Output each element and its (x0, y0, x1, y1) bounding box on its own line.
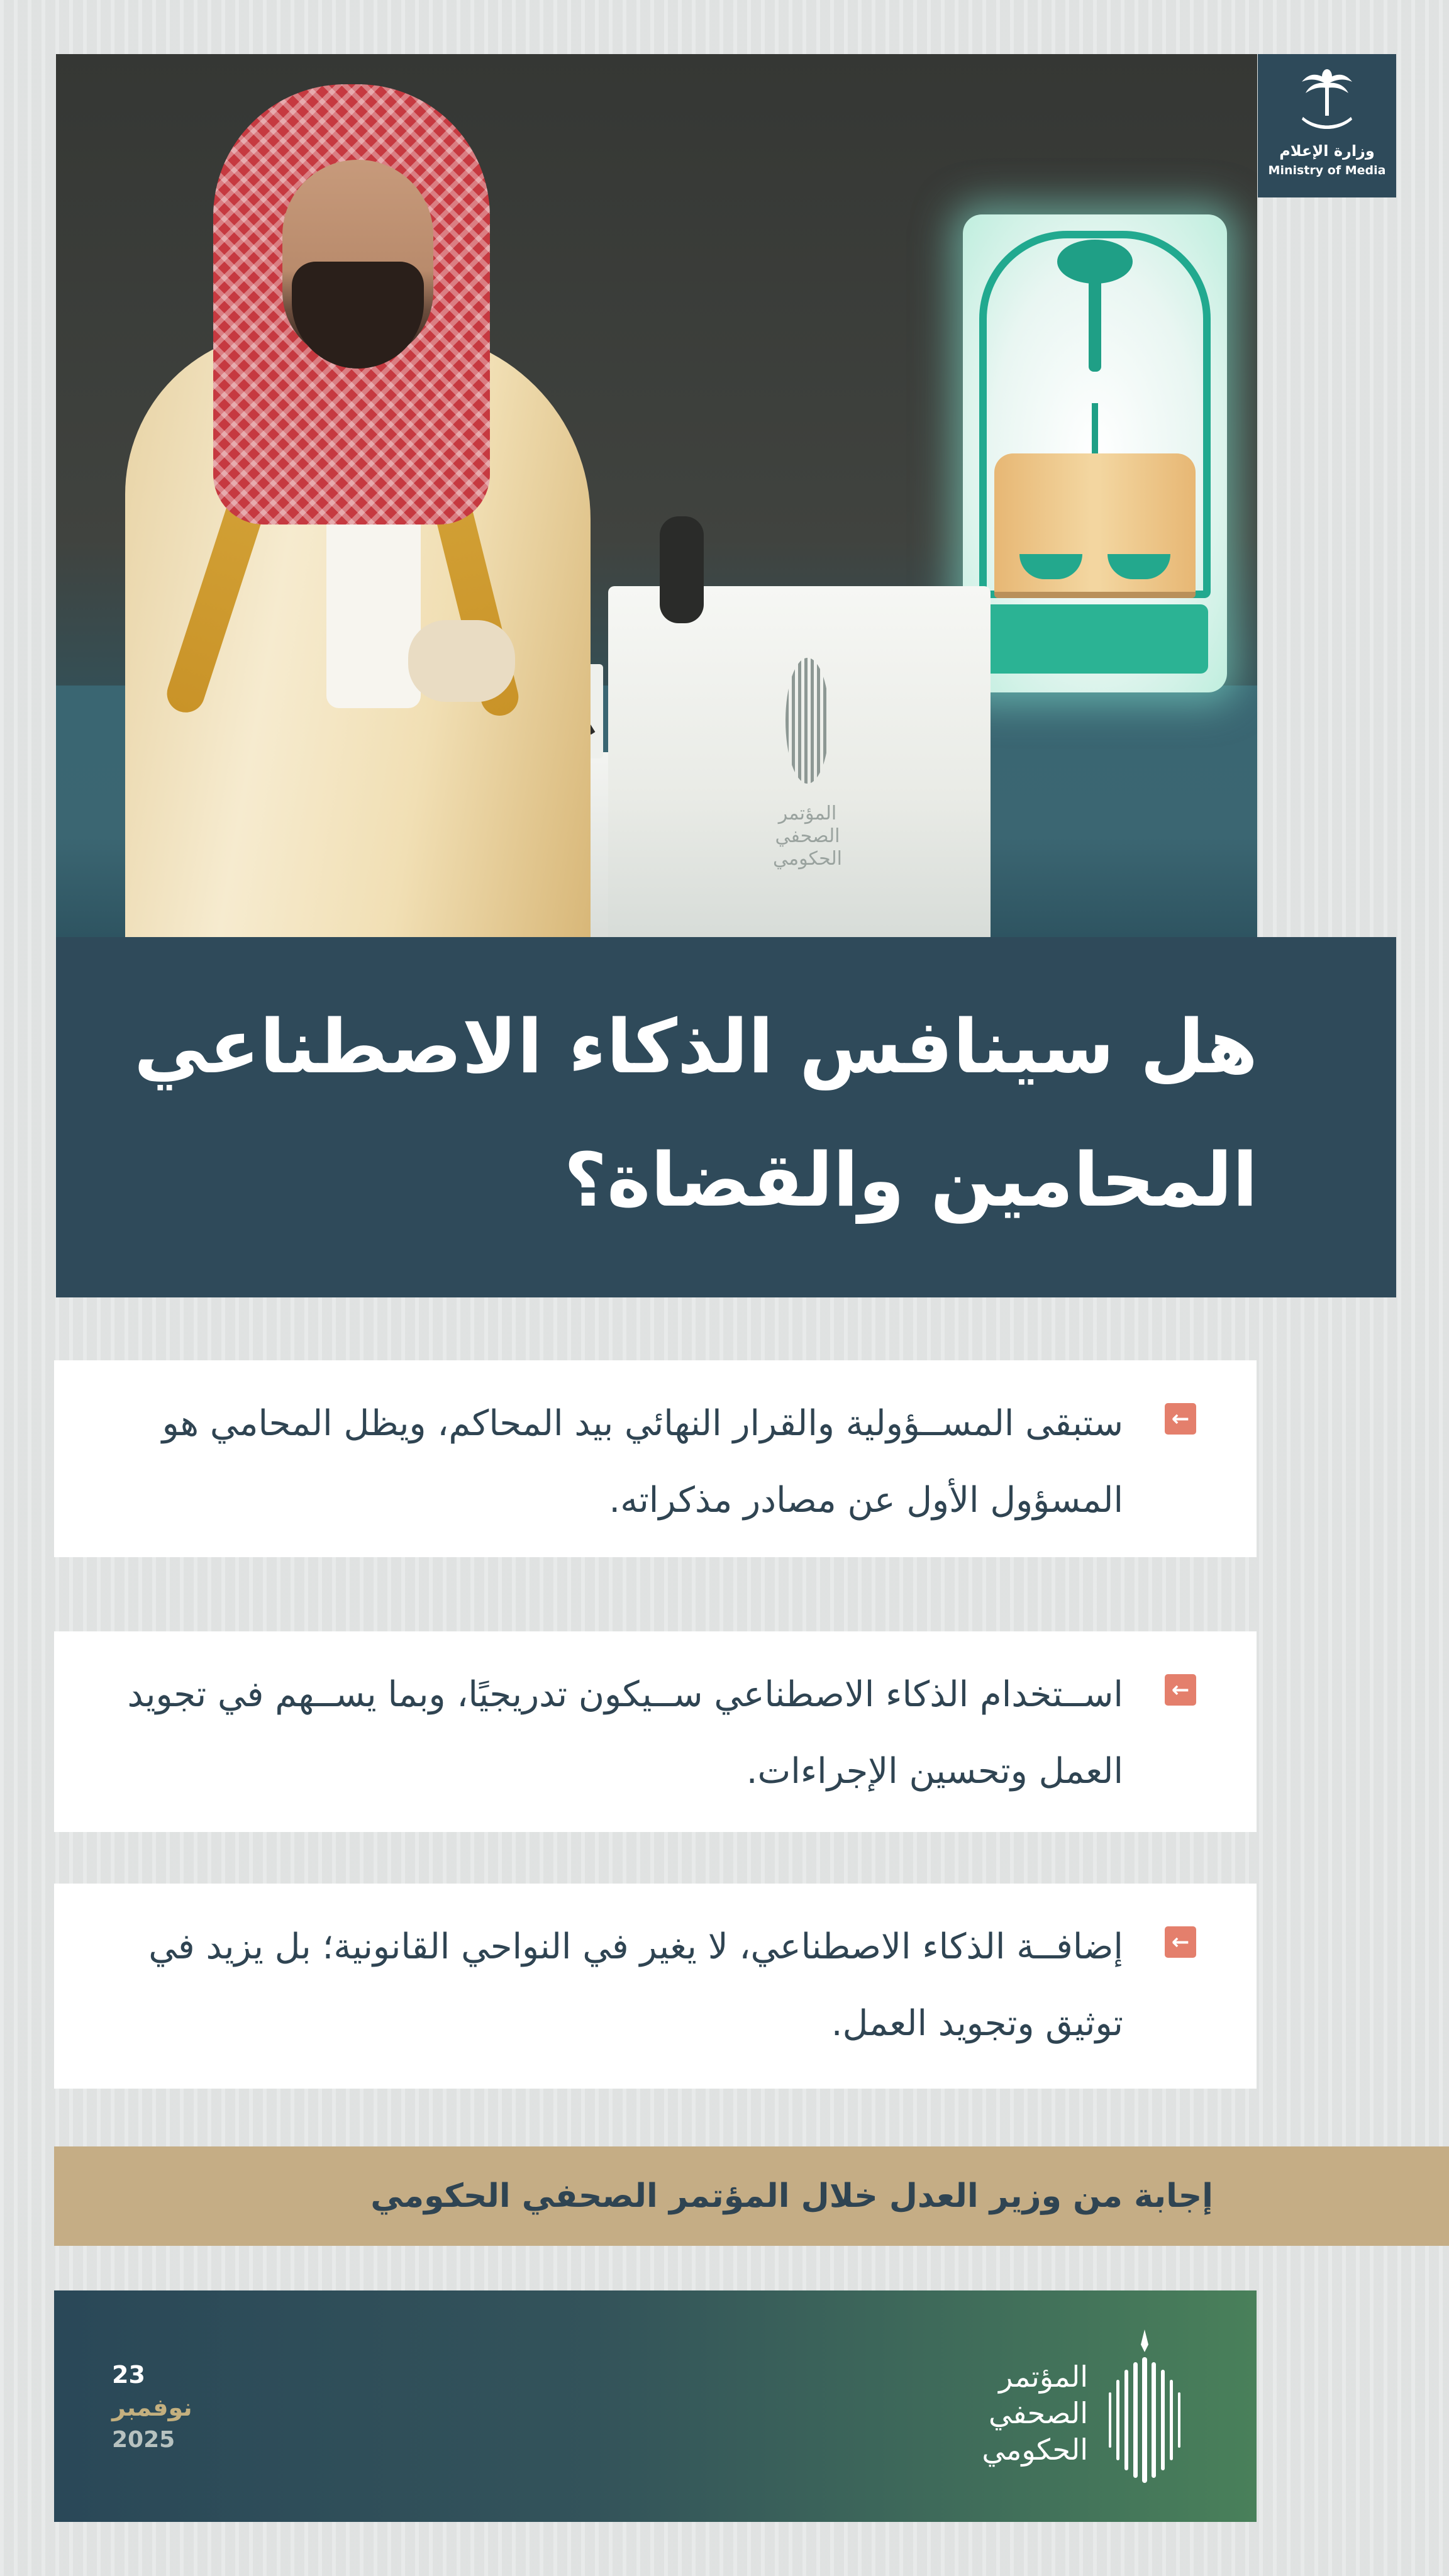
point-card (54, 1631, 1257, 1832)
point-text: إضافــة الذكاء الاصطناعي، لا يغير في النواحي القانونية؛ بل يزيد في توثيق وتجويد العمل. (148, 1926, 1123, 2044)
title-band (56, 937, 1396, 1297)
logo-base (982, 604, 1208, 674)
date-day: 23 (112, 2361, 145, 2389)
hero-photo (56, 54, 1257, 937)
palm-swords-emblem-icon (1297, 65, 1357, 141)
point-text: اســتخدام الذكاء الاصطناعي ســيكون تدريجيًا، وبما يســهم في تجويد العمل وتحسين الإجراءات. (127, 1674, 1123, 1792)
logo-line: الصحفي (989, 2396, 1088, 2430)
palm-icon (1089, 258, 1101, 372)
ministry-name-en: Ministry of Media (1268, 164, 1386, 177)
logo-line: الحكومي (982, 2433, 1088, 2467)
source-text: إجابة من وزير العدل خلال المؤتمر الصحفي الحكومي (370, 2177, 1213, 2215)
source-band (54, 2146, 1449, 2246)
point-text: ستبقى المســؤولية والقرار النهائي بيد المحاكم، ويظل المحامي هو المسؤول الأول عن مصادر مذكراته. (162, 1403, 1123, 1521)
footer (54, 2290, 1257, 2522)
conference-logo-text (924, 2358, 1088, 2468)
logo-line: المؤتمر (999, 2360, 1088, 2394)
page-title: هل سينافس الذكاء الاصطناعي المحامين والقضاة؟ (133, 1003, 1258, 1223)
speaker-hands (408, 620, 515, 702)
arrow-left-icon (1165, 1403, 1196, 1435)
point-card (54, 1360, 1257, 1557)
point-card (54, 1884, 1257, 2089)
arrow-left-icon (1165, 1674, 1196, 1706)
conference-logo-icon (1101, 2329, 1189, 2484)
microphone-icon (660, 516, 704, 623)
conference-logo-icon (786, 658, 830, 784)
date-block (112, 2358, 200, 2457)
ministry-name-ar: وزارة الإعلام (1279, 142, 1375, 160)
podium-text: المؤتمر الصحفي الحكومي (773, 802, 842, 870)
date-month: نوفمبر (112, 2394, 192, 2421)
arrow-left-icon (1165, 1926, 1196, 1958)
ministry-of-justice-logo-screen (963, 214, 1227, 692)
ministry-badge (1258, 54, 1396, 197)
book-icon (994, 453, 1196, 598)
date-year: 2025 (112, 2427, 175, 2453)
